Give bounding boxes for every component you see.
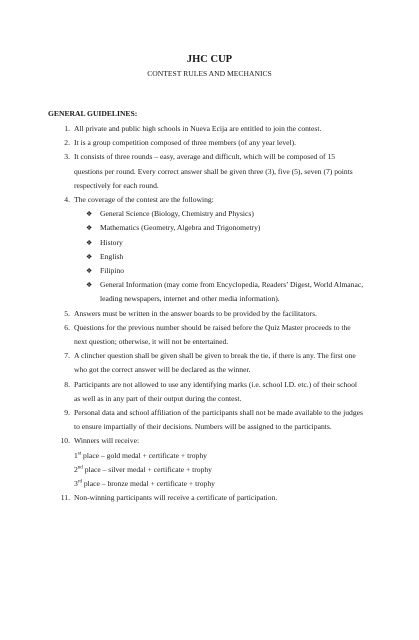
- prize-rank-suffix: rd: [77, 479, 82, 485]
- guideline-item: [0, 150, 364, 193]
- item-number: 2.: [64, 138, 70, 148]
- item-text: The coverage of the contest are the following:: [74, 195, 214, 205]
- guideline-item: [0, 307, 364, 321]
- coverage-item: [0, 264, 364, 278]
- item-text: All private and public high schools in Nueva Ecija are entitled to join the contest.: [74, 124, 322, 133]
- prize-text: place – gold medal + certificate + trophy: [81, 450, 207, 460]
- item-text: It consists of three rounds – easy, average and difficult, which will be composed of 15 questions per round. Every correct answer shall be given three (3), five (5), seven (7) points respectively for each round.: [74, 152, 353, 190]
- coverage-text: History: [100, 237, 123, 247]
- prize-rank: 1: [74, 450, 78, 460]
- item-text: Winners will receive:: [74, 436, 140, 446]
- guideline-item: [0, 491, 364, 505]
- prize-line: [74, 463, 364, 477]
- item-text: It is a group competition composed of three members (of any year level).: [74, 138, 297, 148]
- coverage-item: [0, 207, 364, 221]
- prize-rank: 2: [74, 464, 78, 474]
- diamond-bullet-icon: ❖: [86, 252, 93, 261]
- coverage-text: General Science (Biology, Chemistry and Physics): [100, 209, 254, 219]
- diamond-bullet-icon: ❖: [86, 238, 93, 247]
- item-number: 10.: [60, 436, 70, 446]
- item-number: 5.: [64, 308, 70, 318]
- coverage-text: English: [100, 251, 124, 261]
- diamond-bullet-icon: ❖: [86, 281, 93, 290]
- coverage-item: [0, 278, 364, 306]
- item-number: 7.: [64, 351, 70, 361]
- prize-text: place – bronze medal + certificate + trophy: [81, 479, 215, 489]
- prize-list: [74, 449, 364, 492]
- coverage-text: Mathematics (Geometry, Algebra and Trigonometry): [100, 223, 261, 233]
- item-number: 8.: [64, 379, 70, 389]
- coverage-text: Filipino: [100, 266, 125, 276]
- coverage-item: [0, 250, 364, 264]
- coverage-item: [0, 236, 364, 250]
- item-number: 3.: [64, 152, 70, 162]
- item-text: Answers must be written in the answer boards to be provided by the facilitators.: [74, 308, 317, 318]
- guideline-item: [0, 136, 364, 150]
- item-text: Non-winning participants will receive a certificate of participation.: [74, 493, 278, 503]
- document-title: JHC CUP: [186, 54, 233, 65]
- prize-text: place – silver medal + certificate + trophy: [82, 464, 212, 474]
- guideline-item: [0, 321, 364, 349]
- section-heading: GENERAL GUIDELINES:: [48, 109, 138, 118]
- prize-line: [74, 477, 364, 491]
- document-subtitle: CONTEST RULES AND MECHANICS: [147, 69, 272, 78]
- diamond-bullet-icon: ❖: [86, 224, 93, 233]
- item-text: Personal data and school affiliation of the participants shall not be made available to the judges to ensure impartially of their decisions. Numbers will be assigned to the participants.: [74, 408, 363, 432]
- item-text: Participants are not allowed to use any identifying marks (i.e. school I.D. etc.) of their school as well as in any part of their output during the contest.: [74, 379, 358, 403]
- item-number: 9.: [64, 408, 70, 418]
- coverage-item: [0, 221, 364, 235]
- guideline-item: [0, 434, 364, 491]
- item-number: 11.: [60, 493, 70, 503]
- item-number: 1.: [64, 124, 70, 133]
- item-text: A clincher question shall be given shall be given to break the tie, if there is any. The first one who got the correct answer will be declared as the winner.: [74, 351, 356, 375]
- guideline-item: [0, 193, 364, 307]
- guideline-item: [0, 378, 364, 406]
- diamond-bullet-icon: ❖: [86, 210, 93, 219]
- diamond-bullet-icon: ❖: [86, 267, 93, 276]
- guideline-item: [0, 122, 364, 136]
- coverage-list: [74, 207, 364, 306]
- prize-rank-suffix: nd: [77, 465, 83, 471]
- prize-line: [74, 449, 364, 463]
- prize-rank-suffix: st: [77, 451, 82, 457]
- guidelines-list: [0, 122, 419, 505]
- prize-rank: 3: [74, 479, 78, 489]
- item-number: 4.: [64, 195, 70, 205]
- item-number: 6.: [64, 322, 70, 332]
- guideline-item: [0, 349, 364, 377]
- item-text: Questions for the previous number should be raised before the Quiz Master proceeds to the next question; otherwise, it will not be entertained.: [74, 322, 351, 347]
- guideline-item: [0, 406, 364, 434]
- coverage-text: General Information (may come from Encyclopedia, Readers’ Digest, World Almanac, leading newspapers, internet and other media information).: [100, 280, 364, 304]
